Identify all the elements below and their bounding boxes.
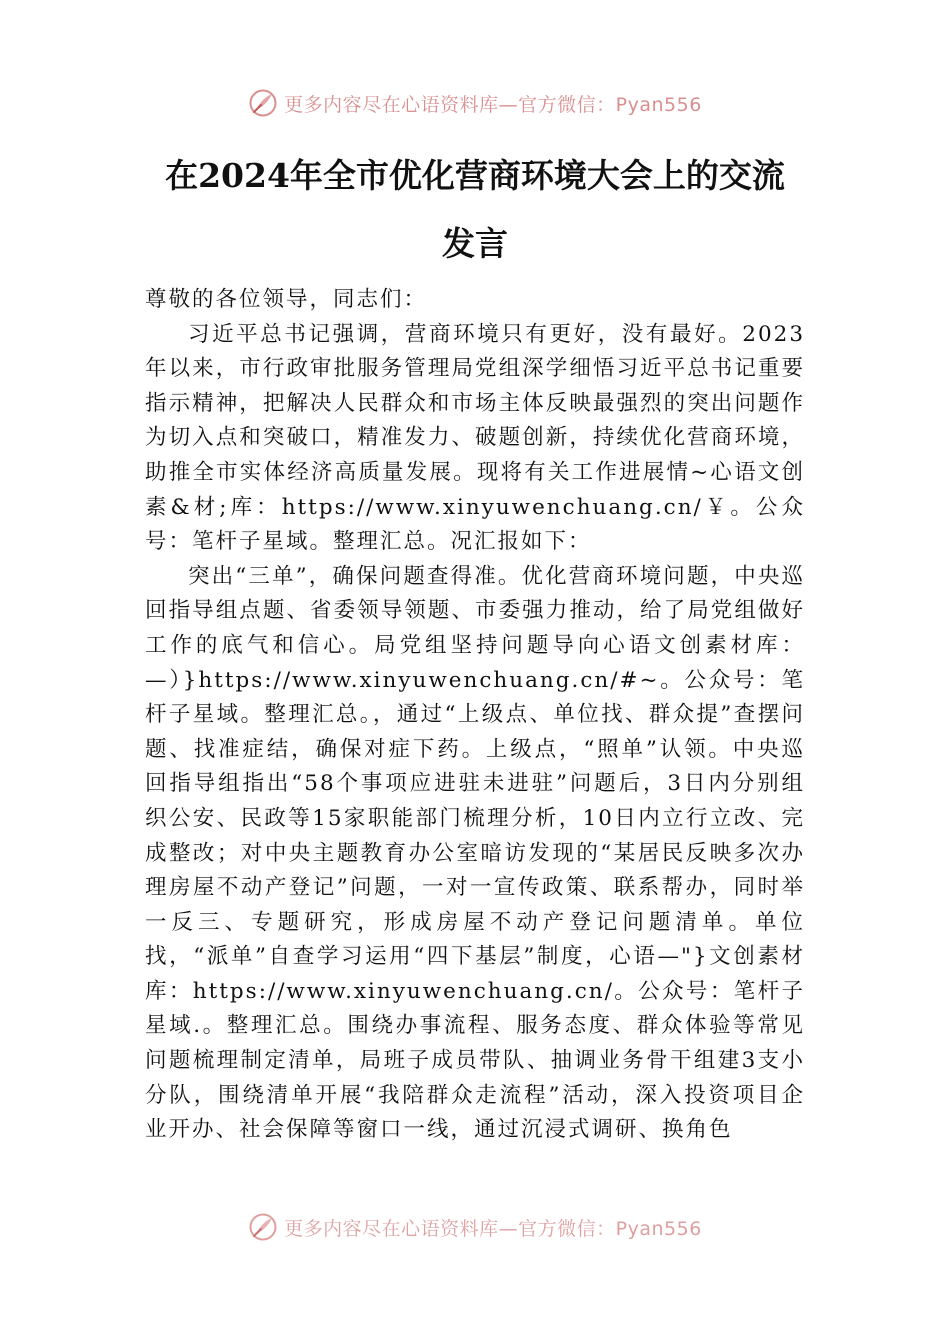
body-paragraph-2: 突出“三单”，确保问题查得准。优化营商环境问题，中央巡回指导组点题、省委领导领题、市委强力推动，给了局党组做好工作的底气和信心。局党组坚持问题导向心语文创素材库：—）}https://www.xinyuwenchuang.cn/#~。公众号：笔杆子星域。整理汇总。，通过“上级点、单位找、群众提”查摆问题、找准症结，确保对症下药。上级点，“照单”认领。中央巡回指导组指出“58个事项应进驻未进驻”问题后，3日内分别组织公安、民政等15家职能部门梳理分析，10日内立行立改、完成整改；对中央主题教育办公室暗访发现的“某居民反映多次办理房屋不动产登记”问题，一对一宣传政策、联系帮办，同时举一反三、专题研究，形成房屋不动产登记问题清单。单位找，“派单”自查学习运用“四下基层”制度，心语—"}文创素材库：https://www.xinyuwenchuang.cn/。公众号：笔杆子星域.。整理汇总。围绕办事流程、服务态度、群众体验等常见问题梳理制定清单，局班子成员带队、抽调业务骨干组建3支小分队，围绕清单开展“我陪群众走流程”活动，深入投资项目企业开办、社会保障等窗口一线，通过沉浸式调研、换角色 <box>145 563 805 1143</box>
watermark-text: 更多内容尽在心语资料库—官方微信：Pyan556 <box>284 1217 702 1240</box>
document-title-line-1: 在2024年全市优化营商环境大会上的交流 <box>165 156 785 195</box>
salutation: 尊敬的各位领导，同志们： <box>145 287 428 312</box>
watermark-footer <box>0 1212 950 1242</box>
watermark-text: 更多内容尽在心语资料库—官方微信：Pyan556 <box>284 93 702 116</box>
feather-pen-logo-icon <box>248 1212 278 1242</box>
watermark-header <box>0 86 950 120</box>
feather-pen-logo-icon <box>248 88 278 118</box>
body-paragraph-1: 习近平总书记强调，营商环境只有更好，没有最好。2023年以来，市行政审批服务管理局党组深学细悟习近平总书记重要指示精神，把解决人民群众和市场主体反映最强烈的突出问题作为切入点和突破口，精准发力、破题创新，持续优化营商环境，助推全市实体经济高质量发展。现将有关工作进展情~心语文创素&材;库：https://www.xinyuwenchuang.cn/￥。公众号：笔杆子星域。整理汇总。况汇报如下： <box>145 321 805 555</box>
document-body <box>145 283 805 1148</box>
document-title-line-2: 发言 <box>442 224 508 263</box>
